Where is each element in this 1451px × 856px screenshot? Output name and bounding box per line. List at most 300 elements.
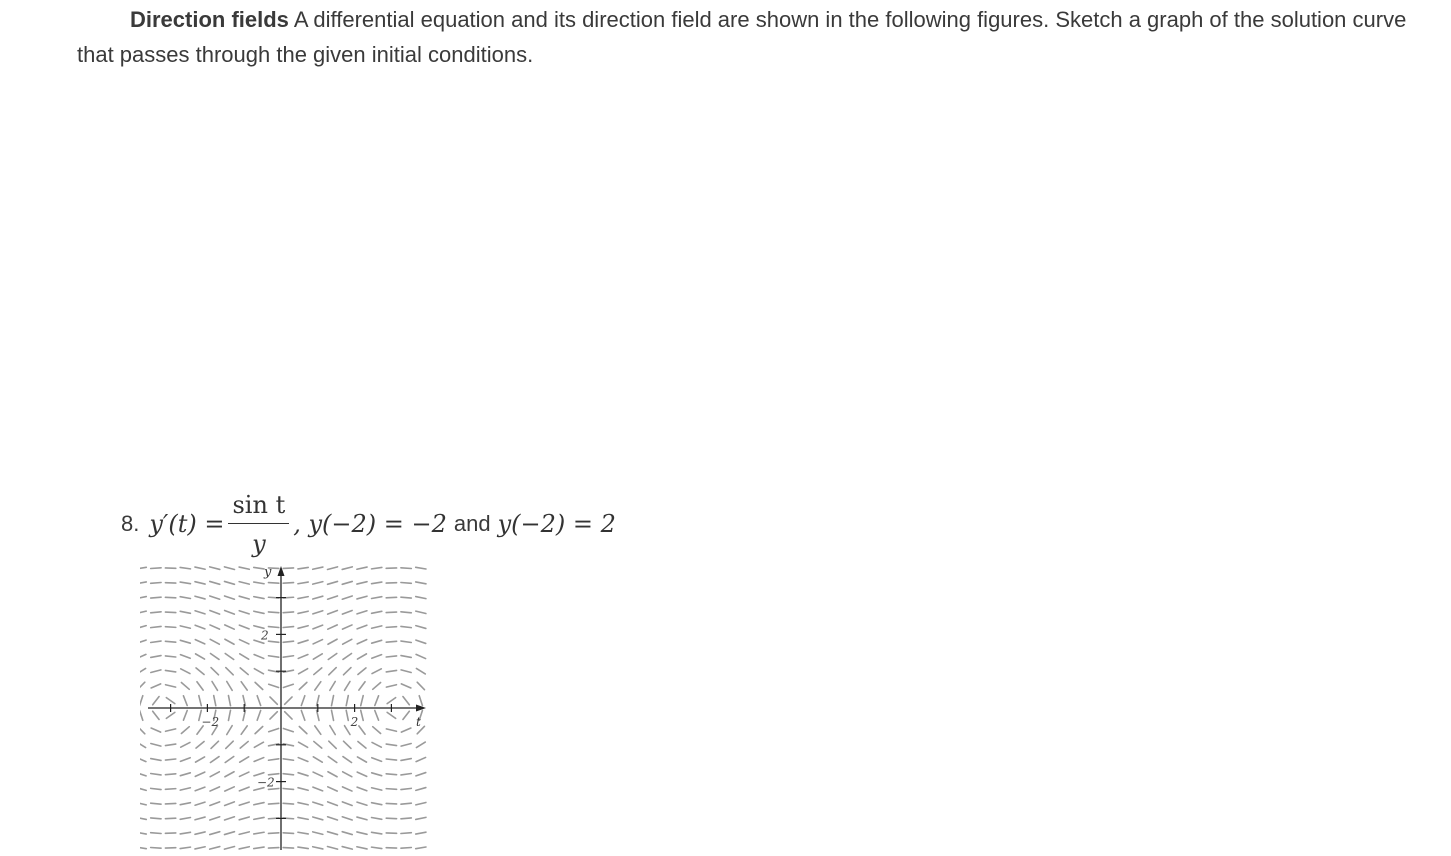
slope-segment — [140, 788, 146, 791]
slope-segment — [224, 832, 234, 835]
slope-segment — [331, 710, 333, 720]
slope-segment — [313, 817, 323, 820]
slope-segment — [342, 847, 352, 850]
slope-segment — [386, 670, 396, 671]
slope-segment — [416, 817, 426, 819]
slope-segment — [417, 682, 424, 689]
initial-condition-2: y(−2) = 2 — [497, 510, 616, 538]
slope-segment — [165, 670, 175, 671]
slope-segment — [165, 774, 175, 775]
slope-segment — [313, 802, 323, 805]
slope-segment — [151, 759, 161, 761]
slope-segment — [239, 772, 248, 776]
slope-segment — [346, 710, 348, 720]
slope-segment — [140, 640, 146, 643]
slope-segment — [224, 847, 234, 850]
slope-segment — [313, 567, 323, 569]
slope-segment — [342, 802, 352, 806]
slope-segment — [268, 612, 278, 613]
slope-segment — [268, 583, 278, 584]
slope-segment — [313, 582, 323, 585]
slope-segment — [372, 597, 382, 599]
slope-segment — [283, 641, 293, 642]
slope-segment — [268, 627, 278, 628]
slope-segment — [386, 656, 396, 657]
slope-segment — [227, 681, 232, 690]
slope-segment — [140, 817, 146, 819]
slope-segment — [328, 757, 337, 763]
slope-segment — [328, 639, 337, 644]
slope-segment — [257, 710, 260, 720]
slope-segment — [151, 744, 161, 747]
slope-segment — [283, 848, 293, 849]
slope-segment — [195, 832, 205, 834]
equation-fraction — [228, 491, 289, 558]
slope-segment — [285, 712, 292, 719]
slope-segment — [257, 696, 260, 706]
slope-segment — [283, 728, 293, 731]
slope-segment — [210, 611, 220, 615]
slope-segment — [416, 847, 426, 849]
slope-segment — [357, 772, 366, 776]
slope-segment — [151, 670, 161, 673]
slope-segment — [199, 696, 202, 706]
slope-segment — [401, 568, 411, 569]
slope-segment — [180, 640, 190, 643]
slope-segment — [328, 653, 337, 659]
slope-segment — [225, 625, 235, 629]
slope-segment — [180, 597, 190, 599]
slope-segment — [180, 582, 190, 584]
slope-segment — [151, 818, 161, 819]
slope-segment — [239, 625, 249, 629]
slope-segment — [268, 641, 278, 642]
slope-segment — [343, 654, 352, 660]
slope-segment — [315, 726, 321, 734]
slope-segment — [240, 668, 248, 675]
slope-segment — [416, 802, 426, 804]
slope-segment — [373, 727, 381, 734]
slope-segment — [239, 582, 249, 585]
slope-segment — [416, 773, 426, 776]
slope-segment — [387, 712, 396, 718]
slope-segment — [298, 626, 308, 629]
slope-segment — [358, 742, 366, 749]
slope-segment — [345, 681, 350, 690]
slope-segment — [372, 847, 382, 848]
slope-segment — [301, 696, 304, 706]
slope-segment — [151, 847, 161, 848]
slope-segment — [359, 726, 365, 734]
slope-segment — [214, 696, 216, 706]
slope-segment — [313, 832, 323, 835]
slope-segment — [314, 668, 322, 675]
slope-segment — [196, 757, 205, 762]
slope-segment — [195, 611, 205, 614]
slope-segment — [151, 656, 161, 658]
slope-segment — [270, 697, 277, 704]
slope-segment — [419, 696, 422, 706]
slope-segment — [254, 611, 264, 613]
slope-segment — [165, 641, 175, 642]
slope-segment — [315, 682, 321, 690]
slope-segment — [342, 611, 352, 615]
slope-segment — [330, 681, 335, 690]
fraction-denominator: y — [252, 529, 266, 558]
slope-segment — [210, 654, 219, 660]
slope-segment — [210, 596, 220, 599]
slope-segment — [298, 597, 308, 599]
slope-segment — [386, 759, 396, 760]
slope-segment — [151, 568, 161, 569]
slope-segment — [195, 847, 205, 849]
slope-segment — [140, 582, 146, 584]
slope-segment — [416, 668, 425, 673]
slope-segment — [401, 670, 411, 673]
slope-segment — [386, 774, 396, 775]
slope-segment — [210, 757, 219, 763]
slope-segment — [254, 582, 264, 584]
slope-segment — [313, 625, 323, 629]
slope-segment — [373, 683, 381, 690]
slope-segment — [166, 712, 175, 718]
slope-segment — [180, 655, 190, 659]
slope-segment — [416, 611, 426, 613]
slope-segment — [268, 656, 278, 657]
slope-segment — [165, 656, 175, 657]
slope-segment — [195, 582, 205, 584]
slope-segment — [372, 773, 382, 776]
slope-segment — [331, 696, 333, 706]
slope-segment — [151, 626, 161, 627]
slope-segment — [183, 696, 187, 706]
slope-segment — [386, 641, 396, 642]
slope-segment — [210, 581, 220, 584]
slope-segment — [283, 612, 293, 613]
y-tick-label-neg2: −2 — [257, 775, 275, 790]
slope-segment — [357, 847, 367, 849]
slope-segment — [151, 803, 161, 804]
slope-segment — [313, 640, 322, 644]
slope-segment — [328, 596, 338, 599]
slope-segment — [268, 833, 278, 834]
slope-segment — [212, 681, 217, 690]
slope-segment — [225, 787, 235, 791]
slope-segment — [313, 596, 323, 599]
slope-segment — [181, 727, 189, 734]
slope-segment — [241, 682, 247, 690]
slope-segment — [342, 625, 352, 629]
t-axis-arrow — [416, 705, 426, 712]
slope-segment — [196, 654, 205, 659]
slope-segment — [165, 789, 175, 790]
slope-segment — [239, 596, 249, 599]
slope-segment — [180, 626, 190, 628]
t-axis-label: t — [416, 715, 421, 729]
slope-segment — [225, 653, 234, 659]
slope-segment — [270, 712, 277, 719]
slope-segment — [140, 773, 146, 776]
slope-segment — [416, 757, 426, 761]
slope-segment — [329, 741, 336, 748]
slope-segment — [301, 710, 304, 720]
slope-segment — [197, 682, 203, 690]
problem-number: 8. — [121, 511, 140, 536]
slope-segment — [386, 744, 396, 745]
slope-segment — [298, 847, 308, 849]
slope-segment — [283, 774, 293, 775]
slope-segment — [211, 668, 218, 675]
slope-segment — [180, 567, 190, 568]
slope-segment — [210, 817, 220, 820]
slope-segment — [151, 641, 161, 642]
slope-segment — [210, 639, 219, 644]
slope-segment — [298, 773, 308, 776]
slope-segment — [180, 758, 190, 762]
slope-segment — [372, 655, 382, 659]
slope-segment — [151, 582, 161, 583]
slope-segment — [298, 655, 308, 659]
slope-segment — [225, 596, 235, 599]
slope-segment — [314, 741, 322, 748]
slope-segment — [140, 742, 146, 747]
equation-lhs: y′(t) = — [149, 510, 225, 538]
slope-segment — [416, 788, 426, 791]
slope-segment — [361, 710, 364, 720]
slope-segment — [327, 847, 337, 850]
slope-segment — [386, 789, 396, 790]
slope-segment — [226, 741, 233, 748]
direction-field-plot — [140, 560, 440, 850]
slope-segment — [416, 582, 426, 584]
slope-segment — [254, 567, 264, 569]
slope-segment — [140, 726, 145, 733]
slope-segment — [240, 741, 248, 748]
slope-segment — [140, 682, 145, 689]
slope-segment — [225, 639, 234, 644]
slope-segment — [180, 832, 190, 834]
slope-segment — [357, 640, 366, 644]
initial-condition-1: , y(−2) = −2 — [293, 510, 447, 538]
slope-segment — [195, 596, 205, 599]
slope-segment — [181, 742, 190, 747]
slope-segment — [254, 655, 264, 659]
slope-segment — [357, 611, 367, 614]
slope-segment — [166, 698, 175, 704]
slope-segment — [254, 847, 264, 849]
slope-segment — [372, 788, 382, 790]
slope-segment — [372, 832, 382, 834]
slope-segment — [151, 612, 161, 613]
slope-segment — [361, 696, 364, 706]
slope-segment — [416, 832, 426, 834]
slope-segment — [225, 817, 235, 820]
slope-segment — [313, 787, 323, 791]
slope-segment — [268, 803, 278, 804]
slope-segment — [210, 772, 219, 777]
slope-segment — [283, 627, 293, 628]
slope-segment — [165, 744, 175, 745]
slope-segment — [210, 625, 220, 629]
slope-segment — [151, 774, 161, 775]
slope-segment — [285, 697, 292, 704]
slope-segment — [239, 847, 249, 849]
slope-segment — [180, 803, 190, 805]
slope-segment — [386, 612, 396, 613]
slope-segment — [298, 788, 308, 791]
slope-segment — [401, 759, 411, 761]
slope-segment — [195, 567, 205, 569]
slope-segment — [195, 625, 205, 629]
slope-segment — [403, 711, 409, 719]
slope-segment — [255, 682, 263, 689]
slope-segment — [211, 741, 218, 748]
slope-segment — [328, 787, 338, 791]
slope-segment — [401, 833, 411, 834]
slope-segment — [140, 757, 146, 761]
slope-segment — [386, 803, 396, 804]
slope-segment — [195, 787, 205, 791]
slope-segment — [181, 683, 189, 690]
condition-connector: and — [453, 511, 491, 536]
slope-segment — [416, 640, 426, 643]
slope-segment — [180, 773, 190, 776]
slope-segment — [210, 832, 220, 835]
slope-segment — [299, 727, 307, 734]
slope-segment — [151, 788, 161, 789]
slope-segment — [372, 758, 382, 762]
slope-segment — [151, 684, 161, 688]
slope-segment — [227, 726, 232, 735]
slope-segment — [342, 817, 352, 820]
slope-segment — [165, 627, 175, 628]
slope-segment — [372, 626, 382, 628]
slope-segment — [151, 728, 161, 732]
slope-segment — [195, 772, 204, 776]
slope-segment — [313, 757, 322, 762]
slope-segment — [283, 788, 293, 789]
slope-segment — [416, 567, 426, 569]
slope-segment — [401, 641, 411, 642]
slope-segment — [239, 640, 248, 644]
slope-segment — [180, 847, 190, 848]
slope-segment — [269, 684, 279, 687]
slope-segment — [210, 787, 220, 791]
slope-segment — [239, 611, 249, 614]
slope-segment — [401, 774, 411, 775]
slope-segment — [283, 759, 293, 760]
slope-segment — [180, 611, 190, 613]
slope-segment — [357, 582, 367, 584]
slope-segment — [328, 625, 338, 629]
slope-segment — [401, 597, 411, 598]
intro-paragraph — [77, 2, 1449, 72]
slope-segment — [357, 817, 367, 820]
slope-segment — [401, 582, 411, 583]
slope-segment — [342, 581, 352, 584]
slope-segment — [372, 567, 382, 568]
slope-segment — [344, 741, 351, 748]
slope-segment — [358, 668, 366, 675]
slope-segment — [254, 758, 264, 762]
slope-segment — [357, 802, 367, 805]
slope-segment — [313, 772, 322, 776]
slope-segment — [401, 803, 411, 804]
slope-segment — [299, 742, 308, 747]
slope-segment — [346, 696, 348, 706]
slope-segment — [165, 612, 175, 613]
slope-segment — [225, 610, 235, 614]
slope-segment — [254, 669, 263, 674]
slope-segment — [283, 833, 293, 834]
slope-segment — [210, 567, 220, 570]
slope-segment — [283, 684, 293, 687]
slope-segment — [344, 668, 351, 675]
slope-segment — [299, 669, 308, 674]
slope-segment — [298, 817, 308, 819]
slope-segment — [195, 817, 205, 820]
slope-segment — [195, 640, 204, 644]
slope-segment — [298, 803, 308, 805]
slope-segment — [195, 802, 205, 805]
slope-segment — [359, 682, 365, 690]
slope-segment — [226, 668, 233, 675]
slope-segment — [140, 696, 143, 706]
slope-segment — [416, 742, 425, 747]
slope-segment — [387, 698, 396, 704]
slope-segment — [372, 742, 381, 747]
section-heading: Direction fields — [130, 7, 289, 32]
slope-segment — [268, 848, 278, 849]
slope-segment — [269, 728, 279, 731]
slope-segment — [140, 567, 146, 569]
slope-segment — [181, 669, 190, 674]
slope-segment — [239, 802, 249, 805]
slope-segment — [140, 847, 146, 849]
slope-segment — [153, 711, 159, 719]
slope-segment — [386, 685, 396, 687]
slope-segment — [140, 668, 146, 673]
slope-segment — [330, 726, 335, 735]
slope-segment — [239, 817, 249, 820]
slope-segment — [165, 759, 175, 760]
slope-segment — [224, 567, 234, 570]
slope-segment — [298, 640, 308, 643]
slope-segment — [386, 729, 396, 731]
slope-segment — [210, 802, 220, 806]
slope-segment — [240, 757, 249, 762]
slope-segment — [416, 626, 426, 629]
slope-segment — [372, 582, 382, 584]
slope-segment — [329, 668, 336, 675]
slope-segment — [254, 742, 263, 747]
slope-segment — [345, 726, 350, 735]
slope-segment — [357, 757, 366, 762]
slope-segment — [375, 696, 379, 706]
slope-segment — [328, 772, 337, 777]
slope-segment — [401, 788, 411, 789]
slope-segment — [372, 640, 382, 643]
slope-segment — [401, 612, 411, 613]
slope-segment — [342, 567, 352, 570]
slope-segment — [196, 668, 204, 675]
slope-segment — [416, 654, 426, 658]
slope-segment — [401, 744, 411, 747]
slope-segment — [357, 625, 367, 629]
slope-segment — [298, 758, 308, 762]
slope-segment — [298, 832, 308, 834]
fraction-numerator: sin t — [228, 491, 289, 524]
